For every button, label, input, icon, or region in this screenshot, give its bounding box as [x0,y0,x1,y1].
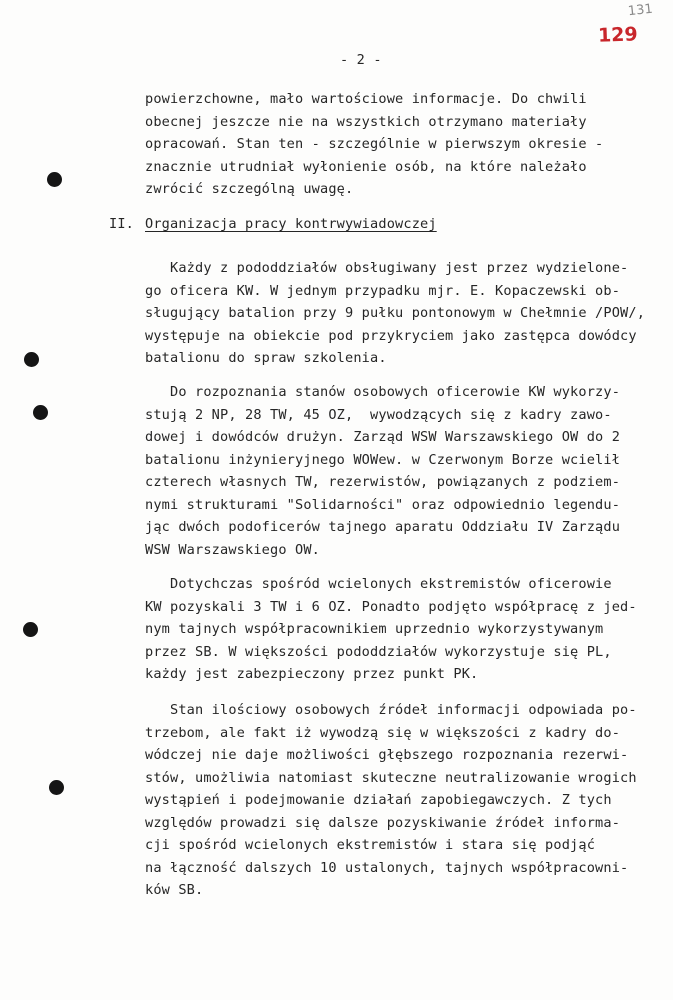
text-line: jąc dwóch podoficerów tajnego aparatu Oddziału IV Zarządu [145,519,621,535]
text-line: dowej i dowódców drużyn. Zarząd WSW Warszawskiego OW do 2 [145,429,621,445]
text-line: Każdy z pododdziałów obsługiwany jest przez wydzielone- [145,260,629,276]
text-line: ków SB. [145,882,204,898]
text-line: sługujący batalion przy 9 pułku pontonowym w Chełmnie /POW/, [145,305,646,321]
paragraph-sources [145,699,637,902]
archive-number-grey: 131 [627,1,654,20]
punch-hole [47,172,62,187]
section-title: Organizacja pracy kontrwywiadowczej [145,216,437,232]
text-line: nymi strukturami "Solidarności" oraz odpowiednio legendu- [145,496,621,513]
text-line: stów, umożliwia natomiast skuteczne neutralizowanie wrogich [145,769,637,786]
paragraph-recognition [145,381,620,561]
text-line: każdy jest zabezpieczony przez punkt PK. [145,666,479,682]
text-line: powierzchowne, mało wartościowe informacje. Do chwili [145,91,587,107]
text-line: Do rozpoznania stanów osobowych oficerowie KW wykorzy- [145,384,621,400]
text-line: stują 2 NP, 28 TW, 45 OZ, wywodzących się z kadry zawo- [145,406,612,423]
text-line: obecnej jeszcze nie na wszystkich otrzymano materiały [145,113,587,130]
text-line: przez SB. W większości pododdziałów wykorzystuje się PL, [145,643,612,660]
text-line: Stan ilościowy osobowych źródeł informacji odpowiada po- [145,702,637,718]
punch-hole [24,352,39,367]
text-line: cji spośród wcielonych ekstremistów i stara się podjąć [145,837,596,853]
section-number: II. [109,216,135,232]
text-line: znacznie utrudniał wyłonienie osób, na które należało [145,158,587,175]
text-line: wódczej nie daje możliwości głębszego rozpoznania rezerwi- [145,747,629,763]
paragraph-officers [145,257,645,370]
archive-number-red: 129 [597,23,639,47]
text-line: go oficera KW. W jednym przypadku mjr. E. Kopaczewski ob- [145,282,621,299]
punch-hole [33,405,48,420]
text-line: na łączność dalszych 10 ustalonych, tajnych współpracowni- [145,859,629,876]
page-number: - 2 - [340,52,382,68]
text-line: wystąpień i podejmowanie działań zapobiegawczych. Z tych [145,792,612,808]
text-line: batalionu inżynieryjnego WOWew. w Czerwonym Borze wcielił [145,451,621,468]
punch-hole [23,622,38,637]
intro-paragraph [145,88,603,201]
text-line: czterech własnych TW, rezerwistów, powiązanych z podziem- [145,474,621,490]
text-line: WSW Warszawskiego OW. [145,541,321,558]
text-line: Dotychczas spośród wcielonych ekstremistów oficerowie [145,576,612,592]
punch-hole [49,780,64,795]
text-line: batalionu do spraw szkolenia. [145,350,387,366]
text-line: zwrócić szczególną uwagę. [145,181,354,197]
text-line: nym tajnych współpracownikiem uprzednio wykorzystywanym [145,621,604,637]
text-line: względów prowadzi się dalsze pozyskiwanie źródeł informa- [145,814,621,831]
text-line: KW pozyskali 3 TW i 6 OZ. Ponadto podjęto współpracę z jed- [145,598,637,615]
paragraph-recruitment [145,573,637,686]
text-line: opracowań. Stan ten - szczególnie w pierwszym okresie - [145,136,604,152]
text-line: występuje na obiekcie pod przykryciem jako zastępca dowódcy [145,327,637,344]
text-line: trzebom, ale fakt iż wywodzą się w większości z kadry do- [145,724,621,741]
